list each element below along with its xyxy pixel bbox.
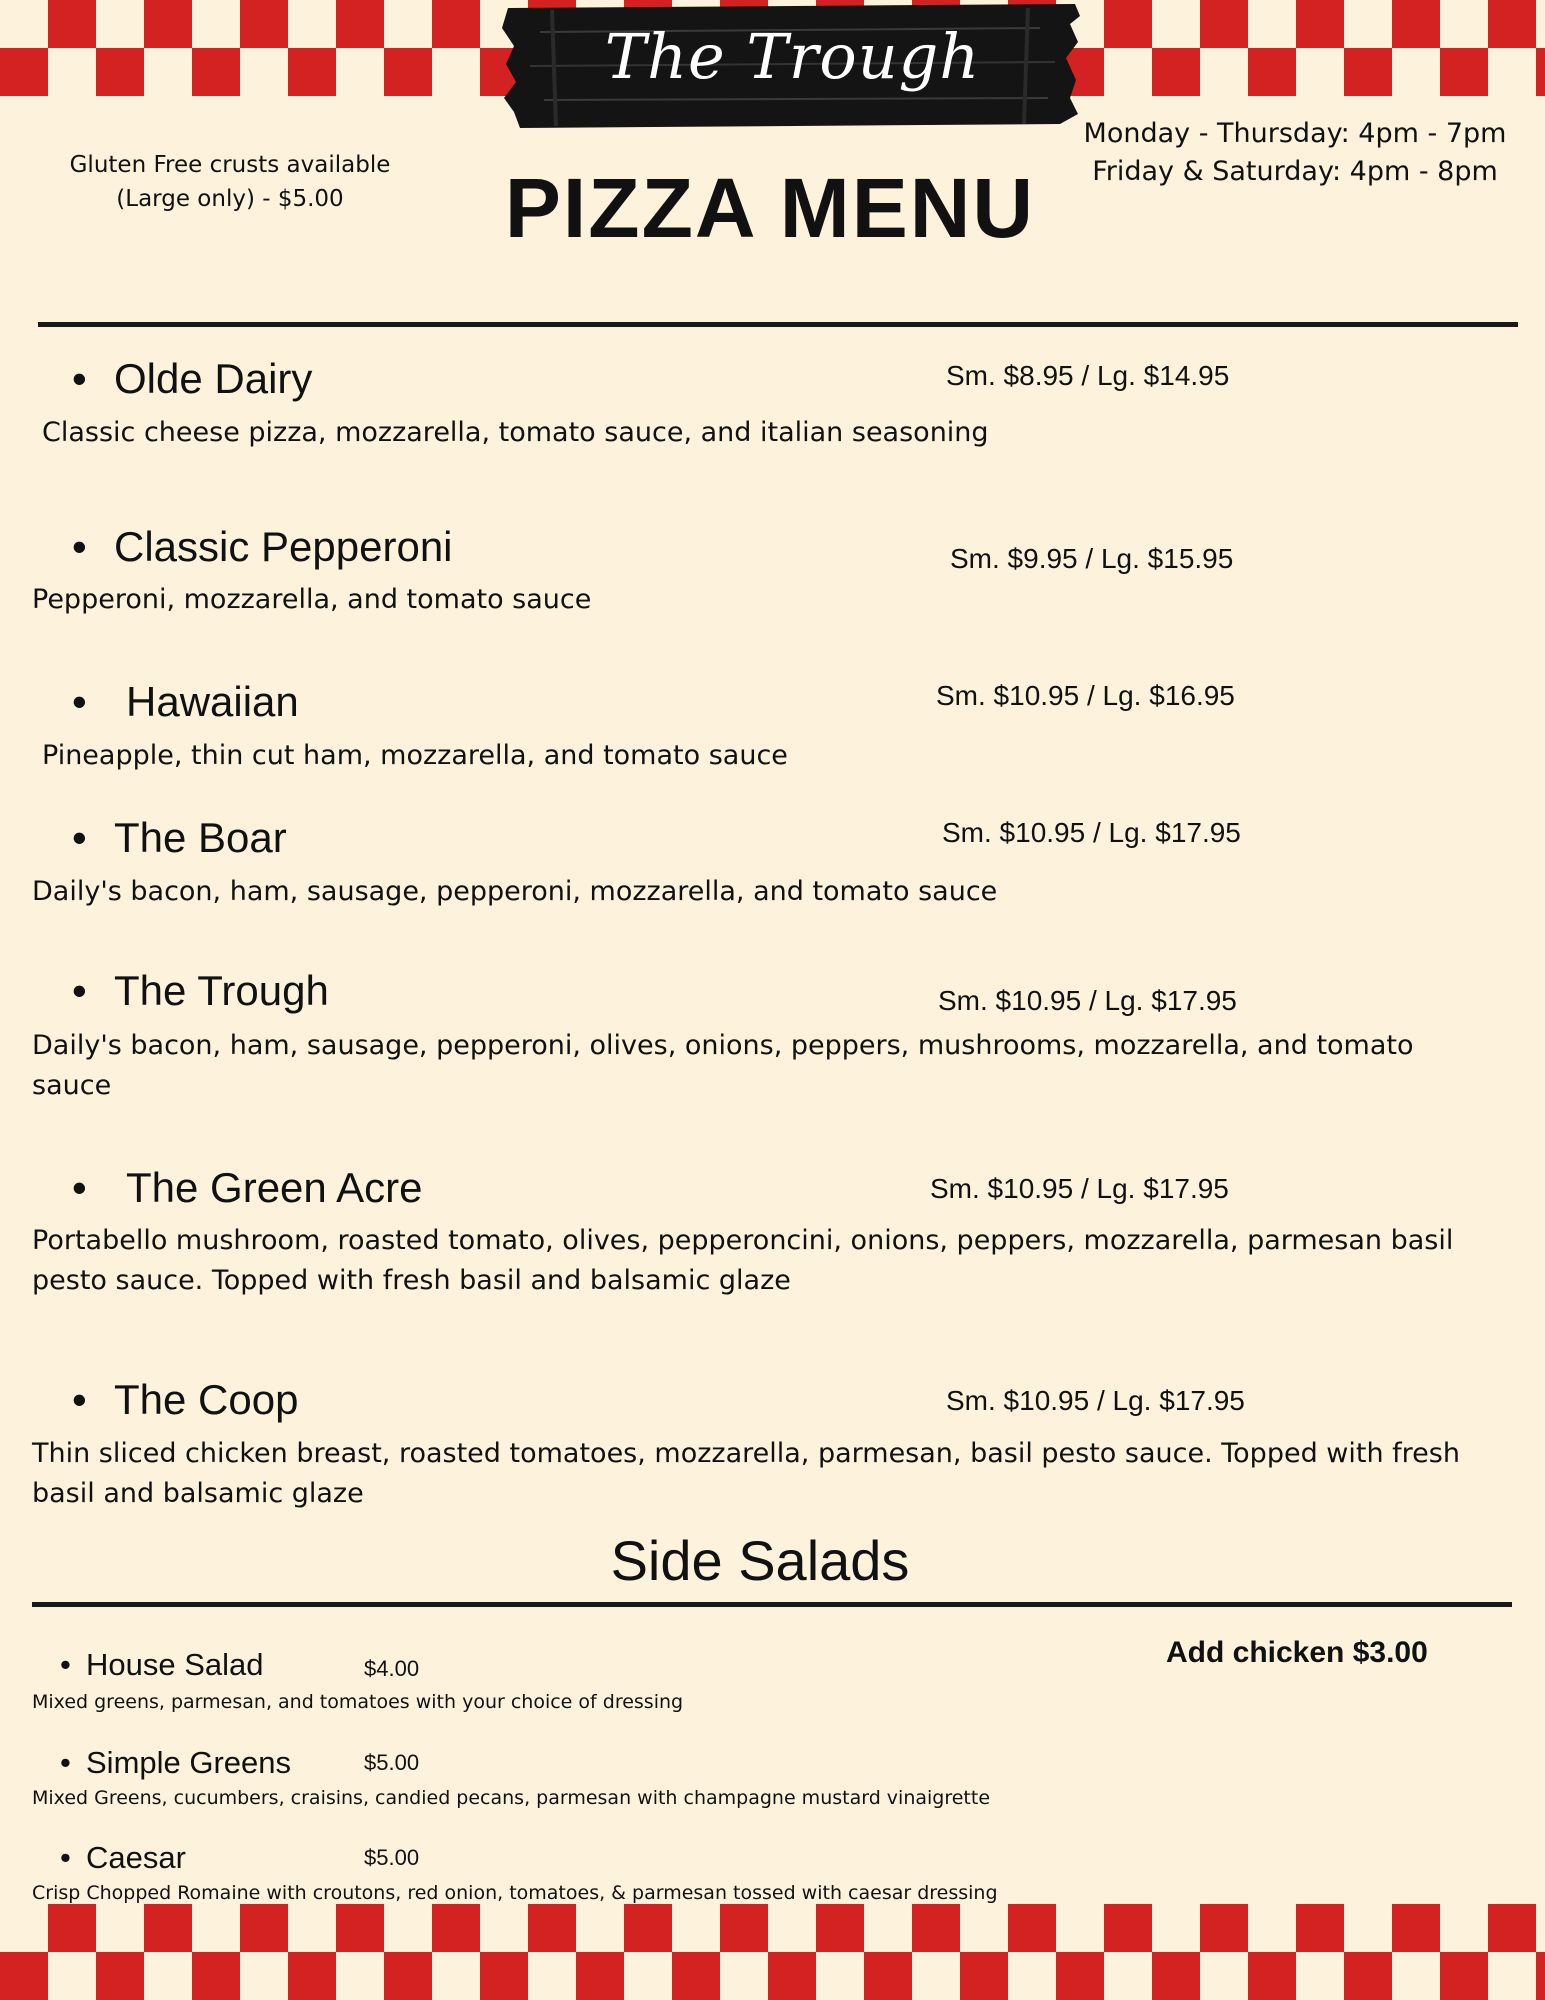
pizza-price: Sm. $10.95 / Lg. $17.95 [938, 985, 1237, 1016]
page-title: PIZZA MENU [504, 161, 1036, 255]
pizza-name-text: The Trough [114, 967, 329, 1014]
salad-description: Crisp Chopped Romaine with croutons, red onion, tomatoes, & parmesan tossed with caesar dressing [32, 1882, 998, 1904]
salad-name-text: Simple Greens [86, 1745, 292, 1780]
pizza-description: Daily's bacon, ham, sausage, pepperoni, mozzarella, and tomato sauce [32, 876, 998, 907]
bullet-icon: • [72, 967, 87, 1014]
salad-price: $4.00 [364, 1656, 420, 1681]
add-chicken-note: Add chicken $3.00 [1166, 1636, 1428, 1669]
pizza-name-text: Olde Dairy [114, 355, 313, 402]
bullet-icon: • [72, 678, 87, 725]
gluten-line-2: (Large only) - $5.00 [116, 186, 344, 212]
gluten-line-1: Gluten Free crusts available [69, 152, 391, 178]
salad-name [60, 1647, 264, 1683]
divider-top [38, 322, 1518, 327]
hours-line-1: Monday - Thursday: 4pm - 7pm [1083, 118, 1507, 149]
pizza-price: Sm. $9.95 / Lg. $15.95 [950, 543, 1234, 574]
salad-name [60, 1840, 186, 1876]
pizza-name [72, 1375, 298, 1425]
gluten-free-notice [30, 148, 430, 216]
salad-name-text: Caesar [86, 1840, 186, 1875]
bullet-icon: • [60, 1745, 71, 1780]
salad-price: $5.00 [364, 1845, 420, 1870]
bullet-icon: • [72, 814, 87, 861]
pizza-name-text: Hawaiian [126, 678, 299, 725]
opening-hours [1050, 115, 1540, 191]
pizza-name [72, 522, 453, 572]
divider-salads [32, 1602, 1512, 1607]
pizza-description: Pepperoni, mozzarella, and tomato sauce [32, 584, 592, 615]
pizza-description: Classic cheese pizza, mozzarella, tomato sauce, and italian seasoning [42, 417, 989, 448]
pizza-price: Sm. $10.95 / Lg. $17.95 [942, 817, 1241, 848]
checker-border-bottom [0, 1904, 1545, 2000]
bullet-icon: • [72, 1164, 87, 1211]
logo-sign [500, 2, 1085, 130]
pizza-name-text: The Coop [114, 1376, 299, 1423]
salad-name [60, 1745, 291, 1781]
pizza-description: Pineapple, thin cut ham, mozzarella, and tomato sauce [42, 740, 788, 771]
bullet-icon: • [60, 1647, 71, 1682]
pizza-name [72, 354, 312, 404]
pizza-name-text: The Green Acre [126, 1164, 423, 1211]
pizza-name-text: The Boar [114, 814, 287, 861]
pizza-name-text: Classic Pepperoni [114, 523, 453, 570]
side-salads-title: Side Salads [610, 1529, 910, 1592]
pizza-description: Thin sliced chicken breast, roasted tomatoes, mozzarella, parmesan, basil pesto sauce. Topped with fresh basil and balsamic glaze [32, 1438, 1460, 1509]
pizza-price: Sm. $10.95 / Lg. $17.95 [930, 1173, 1229, 1204]
salad-name-text: House Salad [86, 1647, 264, 1682]
pizza-name [72, 966, 329, 1016]
pizza-price: Sm. $8.95 / Lg. $14.95 [946, 360, 1230, 391]
pizza-price: Sm. $10.95 / Lg. $17.95 [946, 1385, 1245, 1416]
bullet-icon: • [60, 1840, 71, 1875]
bullet-icon: • [72, 523, 87, 570]
pizza-price: Sm. $10.95 / Lg. $16.95 [936, 680, 1235, 711]
hours-line-2: Friday & Saturday: 4pm - 8pm [1092, 156, 1498, 187]
pizza-name [72, 677, 299, 727]
pizza-name [72, 1163, 422, 1213]
bullet-icon: • [72, 355, 87, 402]
salad-price: $5.00 [364, 1750, 420, 1775]
salad-description: Mixed greens, parmesan, and tomatoes with your choice of dressing [32, 1691, 684, 1713]
pizza-description: Daily's bacon, ham, sausage, pepperoni, olives, onions, peppers, mushrooms, mozzarella, and tomato sauce [32, 1030, 1414, 1101]
bullet-icon: • [72, 1376, 87, 1423]
brand-name: The Trough [604, 20, 981, 93]
pizza-name [72, 813, 287, 863]
pizza-description: Portabello mushroom, roasted tomato, olives, pepperoncini, onions, peppers, mozzarella, parmesan basil pesto sauce. Topped with fresh basil and balsamic glaze [32, 1225, 1454, 1296]
salad-description: Mixed Greens, cucumbers, craisins, candied pecans, parmesan with champagne mustard vinaigrette [32, 1787, 991, 1809]
